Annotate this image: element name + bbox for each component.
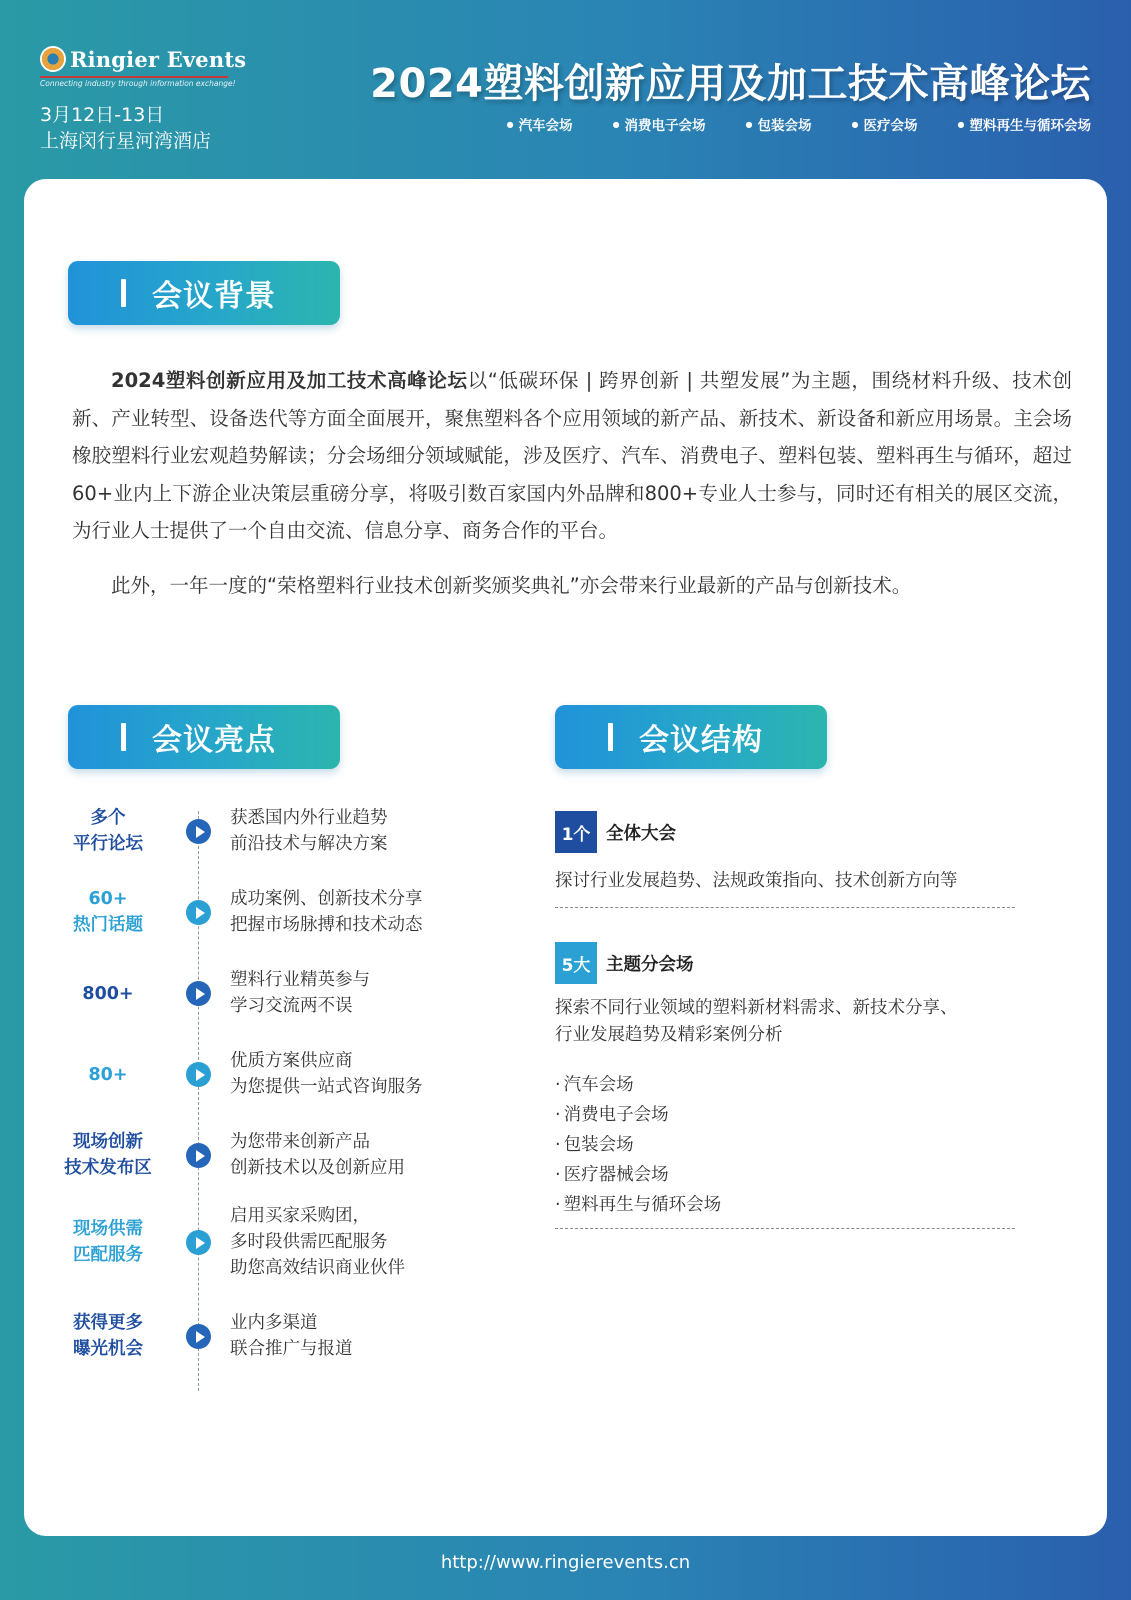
session-list bbox=[507, 114, 1091, 134]
background-paragraph-1-rest: 以“低碳环保 | 跨界创新 | 共塑发展”为主题，围绕材料升级、技术创新、产业转型、设备迭代等方面全面展开，聚焦塑料各个应用领域的新产品、新技术、新设备和新应用场景。主会场橡胶塑料行业宏观趋势解读；分会场细分领域赋能，涉及医疗、汽车、消费电子、塑料包装、塑料再生与循环，超过60+业内上下游企业决策层重磅分享，将吸引数百家国内外品牌和800+专业人士参与，同时还有相关的展区交流，为行业人士提供了一个自由交流、信息分享、商务合作的平台。 bbox=[72, 369, 1072, 542]
highlight-desc-line: 把握市场脉搏和技术动态 bbox=[230, 915, 423, 935]
highlight-desc bbox=[230, 967, 370, 1019]
dashed-divider bbox=[555, 1228, 1015, 1229]
heading-bar bbox=[121, 279, 126, 307]
highlight-desc bbox=[230, 1048, 423, 1100]
highlight-label bbox=[50, 1062, 166, 1088]
sessions-list-item: · 消费电子会场 bbox=[555, 1100, 721, 1130]
play-icon bbox=[186, 900, 211, 925]
logo-tagline: Connecting industry through information exchange! bbox=[40, 79, 236, 88]
session-item-medical: ● 医疗会场 bbox=[852, 114, 918, 134]
event-venue: 上海闵行星河湾酒店 bbox=[40, 130, 212, 152]
sessions-badge: 5大 bbox=[555, 942, 597, 984]
highlight-label-line: 匹配服务 bbox=[73, 1245, 143, 1265]
highlight-desc bbox=[230, 1203, 405, 1281]
highlight-desc-line: 学习交流两不误 bbox=[230, 996, 353, 1016]
highlight-desc-line: 获悉国内外行业趋势 bbox=[230, 808, 388, 828]
footer-url[interactable]: http://www.ringierevents.cn bbox=[440, 1552, 691, 1573]
logo-text: Ringier Events bbox=[70, 46, 247, 72]
page-header bbox=[0, 0, 1131, 178]
highlight-desc bbox=[230, 1129, 405, 1181]
session-item-recycling: ● 塑料再生与循环会场 bbox=[958, 114, 1091, 134]
background-heading-text: 会议背景 bbox=[152, 279, 276, 314]
ringier-logo-icon bbox=[40, 46, 66, 72]
highlight-label-line: 多个 bbox=[90, 808, 126, 828]
highlight-item bbox=[50, 808, 520, 875]
heading-bar bbox=[608, 723, 613, 751]
sessions-name: 主题分会场 bbox=[606, 954, 694, 975]
highlight-label-line: 800+ bbox=[82, 984, 134, 1004]
sessions-list-item: · 汽车会场 bbox=[555, 1070, 721, 1100]
highlight-item bbox=[50, 1051, 520, 1118]
content-card bbox=[24, 179, 1107, 1536]
sessions-list-item: · 包装会场 bbox=[555, 1130, 721, 1160]
highlight-label-line: 60+ bbox=[88, 889, 128, 909]
plenary-name: 全体大会 bbox=[606, 823, 676, 844]
highlight-desc-line: 成功案例、创新技术分享 bbox=[230, 889, 423, 909]
session-item-packaging: ● 包装会场 bbox=[746, 114, 812, 134]
highlight-desc-line: 塑料行业精英参与 bbox=[230, 970, 370, 990]
highlights-heading bbox=[68, 705, 340, 769]
highlight-item bbox=[50, 970, 520, 1037]
play-icon bbox=[186, 1324, 211, 1349]
highlight-desc-line: 优质方案供应商 bbox=[230, 1051, 353, 1071]
play-icon bbox=[186, 1143, 211, 1168]
highlight-label bbox=[50, 1216, 166, 1268]
background-heading bbox=[68, 261, 340, 325]
event-date: 3月12日-13日 bbox=[40, 104, 165, 126]
play-icon bbox=[186, 1062, 211, 1087]
background-text bbox=[72, 362, 1072, 604]
plenary-header bbox=[555, 811, 676, 853]
play-icon bbox=[186, 1230, 211, 1255]
background-paragraph-2: 此外，一年一度的“荣格塑料行业技术创新奖颁奖典礼”亦会带来行业最新的产品与创新技术。 bbox=[111, 573, 912, 597]
highlight-desc bbox=[230, 1310, 353, 1362]
highlights-heading-text: 会议亮点 bbox=[152, 723, 276, 758]
highlight-label bbox=[50, 886, 166, 938]
sessions-desc-line: 探索不同行业领域的塑料新材料需求、新技术分享、 bbox=[555, 998, 958, 1018]
highlight-label-line: 曝光机会 bbox=[73, 1339, 143, 1359]
structure-heading-text: 会议结构 bbox=[639, 723, 763, 758]
plenary-badge: 1个 bbox=[555, 811, 597, 853]
highlights-list bbox=[50, 808, 520, 1581]
highlight-label bbox=[50, 981, 166, 1007]
logo-divider bbox=[40, 76, 228, 78]
highlight-desc-line: 联合推广与报道 bbox=[230, 1339, 353, 1359]
highlight-item bbox=[50, 1313, 520, 1380]
sessions-header bbox=[555, 942, 694, 984]
highlight-item bbox=[50, 1206, 520, 1286]
sessions-list-item: · 医疗器械会场 bbox=[555, 1160, 721, 1190]
highlight-label-line: 现场供需 bbox=[73, 1219, 143, 1239]
sessions-desc-line: 行业发展趋势及精彩案例分析 bbox=[555, 1025, 783, 1045]
highlight-desc-line: 前沿技术与解决方案 bbox=[230, 834, 388, 854]
forum-name: 2024塑料创新应用及加工技术高峰论坛 bbox=[111, 369, 468, 392]
highlight-label bbox=[50, 1129, 166, 1181]
session-item-auto: ● 汽车会场 bbox=[507, 114, 573, 134]
highlight-desc-line: 为您提供一站式咨询服务 bbox=[230, 1077, 423, 1097]
highlight-label-line: 获得更多 bbox=[73, 1313, 143, 1333]
heading-bar bbox=[121, 723, 126, 751]
highlight-label bbox=[50, 805, 166, 857]
background-paragraph-1 bbox=[72, 362, 1072, 550]
sessions-list bbox=[555, 1070, 721, 1220]
page-title: 2024塑料创新应用及加工技术高峰论坛 bbox=[370, 61, 1091, 107]
highlight-label-line: 技术发布区 bbox=[64, 1158, 152, 1178]
dashed-divider bbox=[555, 907, 1015, 908]
highlight-item bbox=[50, 889, 520, 956]
sessions-list-item: · 塑料再生与循环会场 bbox=[555, 1190, 721, 1220]
highlight-desc-line: 多时段供需匹配服务 bbox=[230, 1232, 388, 1252]
highlight-label-line: 80+ bbox=[88, 1065, 128, 1085]
session-item-electronics: ● 消费电子会场 bbox=[613, 114, 706, 134]
sessions-desc bbox=[555, 995, 1015, 1049]
highlight-desc bbox=[230, 805, 388, 857]
highlight-desc-line: 创新技术以及创新应用 bbox=[230, 1158, 405, 1178]
play-icon bbox=[186, 981, 211, 1006]
highlight-item bbox=[50, 1132, 520, 1199]
highlight-desc-line: 启用买家采购团， bbox=[230, 1206, 370, 1226]
highlight-desc-line: 助您高效结识商业伙伴 bbox=[230, 1258, 405, 1278]
highlight-desc-line: 为您带来创新产品 bbox=[230, 1132, 370, 1152]
ringier-events-logo bbox=[40, 46, 246, 72]
highlight-label bbox=[50, 1310, 166, 1362]
highlight-label-line: 热门话题 bbox=[73, 915, 143, 935]
highlight-desc-line: 业内多渠道 bbox=[230, 1313, 318, 1333]
highlight-label-line: 现场创新 bbox=[73, 1132, 143, 1152]
play-icon bbox=[186, 819, 211, 844]
highlight-desc bbox=[230, 886, 423, 938]
plenary-desc: 探讨行业发展趋势、法规政策指向、技术创新方向等 bbox=[555, 871, 958, 891]
structure-heading bbox=[555, 705, 827, 769]
highlight-label-line: 平行论坛 bbox=[73, 834, 143, 854]
